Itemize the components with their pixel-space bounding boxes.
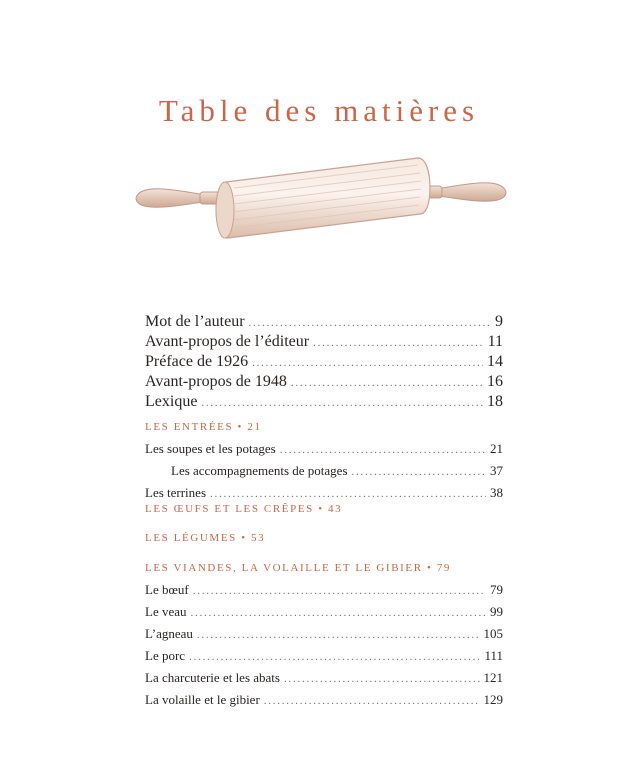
toc-entry-label: Mot de l’auteur bbox=[145, 313, 245, 330]
toc-entry-avant-propos-1948[interactable] bbox=[145, 373, 503, 393]
toc-entry-page: 14 bbox=[487, 353, 503, 370]
dot-leader bbox=[252, 353, 483, 371]
separator-dot: • bbox=[237, 421, 243, 433]
toc-entry-page: 129 bbox=[483, 692, 503, 707]
dot-leader bbox=[352, 463, 486, 479]
dot-leader bbox=[264, 692, 480, 708]
separator-dot: • bbox=[318, 503, 324, 515]
toc-entry-label: Le veau bbox=[145, 604, 187, 619]
section-entrees bbox=[145, 421, 503, 507]
section-viandes bbox=[145, 562, 503, 714]
section-heading[interactable] bbox=[145, 503, 503, 523]
front-matter-list bbox=[145, 313, 503, 413]
rolling-pin-icon bbox=[130, 152, 512, 247]
dot-leader bbox=[280, 441, 486, 457]
dot-leader bbox=[191, 604, 486, 620]
toc-entry-label: Le porc bbox=[145, 648, 186, 663]
toc-entry-agneau[interactable] bbox=[145, 626, 503, 648]
toc-entry-page: 18 bbox=[487, 393, 503, 410]
toc-entry-preface-1926[interactable] bbox=[145, 353, 503, 373]
toc-entry-label: La charcuterie et les abats bbox=[145, 670, 280, 685]
toc-entry-page: 105 bbox=[483, 626, 503, 641]
toc-entry-page: 79 bbox=[490, 582, 503, 597]
dot-leader bbox=[284, 670, 480, 686]
section-heading-page: 43 bbox=[328, 503, 343, 515]
toc-entry-charcuterie[interactable] bbox=[145, 670, 503, 692]
dot-leader bbox=[249, 313, 491, 331]
toc-entry-label: Avant-propos de l’éditeur bbox=[145, 333, 310, 350]
separator-dot: • bbox=[241, 532, 247, 544]
section-heading-label: LES ŒUFS ET LES CRÊPES bbox=[145, 503, 314, 515]
section-heading-label: LES ENTRÉES bbox=[145, 421, 234, 433]
toc-entry-label: Le bœuf bbox=[145, 582, 189, 597]
toc-entry-page: 16 bbox=[487, 373, 503, 390]
toc-entry-page: 11 bbox=[487, 333, 503, 350]
toc-entry-label: Lexique bbox=[145, 393, 198, 410]
section-heading-label: LES VIANDES, LA VOLAILLE ET LE GIBIER bbox=[145, 562, 423, 574]
toc-entry-soupes[interactable] bbox=[145, 441, 503, 463]
section-heading[interactable] bbox=[145, 532, 503, 552]
dot-leader bbox=[313, 333, 484, 351]
section-heading-page: 21 bbox=[247, 421, 262, 433]
section-heading[interactable] bbox=[145, 421, 503, 441]
toc-entry-page: 9 bbox=[495, 313, 503, 330]
section-heading-label: LES LÉGUMES bbox=[145, 532, 237, 544]
toc-entry-mot-auteur[interactable] bbox=[145, 313, 503, 333]
toc-entry-page: 37 bbox=[490, 463, 503, 478]
section-oeufs-crepes bbox=[145, 503, 503, 523]
toc-entry-label: Les soupes et les potages bbox=[145, 441, 276, 456]
toc-entry-avant-propos-editeur[interactable] bbox=[145, 333, 503, 353]
toc-entry-label: Les terrines bbox=[145, 485, 207, 500]
toc-entry-label: Avant-propos de 1948 bbox=[145, 373, 287, 390]
toc-entry-lexique[interactable] bbox=[145, 393, 503, 413]
dot-leader bbox=[210, 485, 486, 501]
toc-entry-page: 121 bbox=[483, 670, 503, 685]
dot-leader bbox=[197, 626, 480, 642]
toc-entry-label: Préface de 1926 bbox=[145, 353, 249, 370]
toc-entry-label: L’agneau bbox=[145, 626, 193, 641]
toc-entry-page: 21 bbox=[490, 441, 503, 456]
dot-leader bbox=[193, 582, 486, 598]
toc-entry-boeuf[interactable] bbox=[145, 582, 503, 604]
toc-entry-label: La volaille et le gibier bbox=[145, 692, 260, 707]
toc-entry-page: 99 bbox=[490, 604, 503, 619]
toc-entry-accompagnements[interactable] bbox=[145, 463, 503, 485]
dot-leader bbox=[201, 393, 483, 411]
toc-entry-volaille[interactable] bbox=[145, 692, 503, 714]
separator-dot: • bbox=[427, 562, 433, 574]
toc-entry-porc[interactable] bbox=[145, 648, 503, 670]
toc-entry-label: Les accompagnements de potages bbox=[171, 463, 348, 478]
section-legumes bbox=[145, 532, 503, 552]
section-heading-page: 79 bbox=[436, 562, 452, 574]
toc-entry-veau[interactable] bbox=[145, 604, 503, 626]
section-heading[interactable] bbox=[145, 562, 503, 582]
toc-entry-page: 111 bbox=[484, 648, 503, 663]
dot-leader bbox=[291, 373, 483, 391]
dot-leader bbox=[189, 648, 480, 664]
toc-entry-page: 38 bbox=[490, 485, 503, 500]
section-heading-page: 53 bbox=[251, 532, 266, 544]
page-title: Table des matières bbox=[158, 92, 480, 128]
